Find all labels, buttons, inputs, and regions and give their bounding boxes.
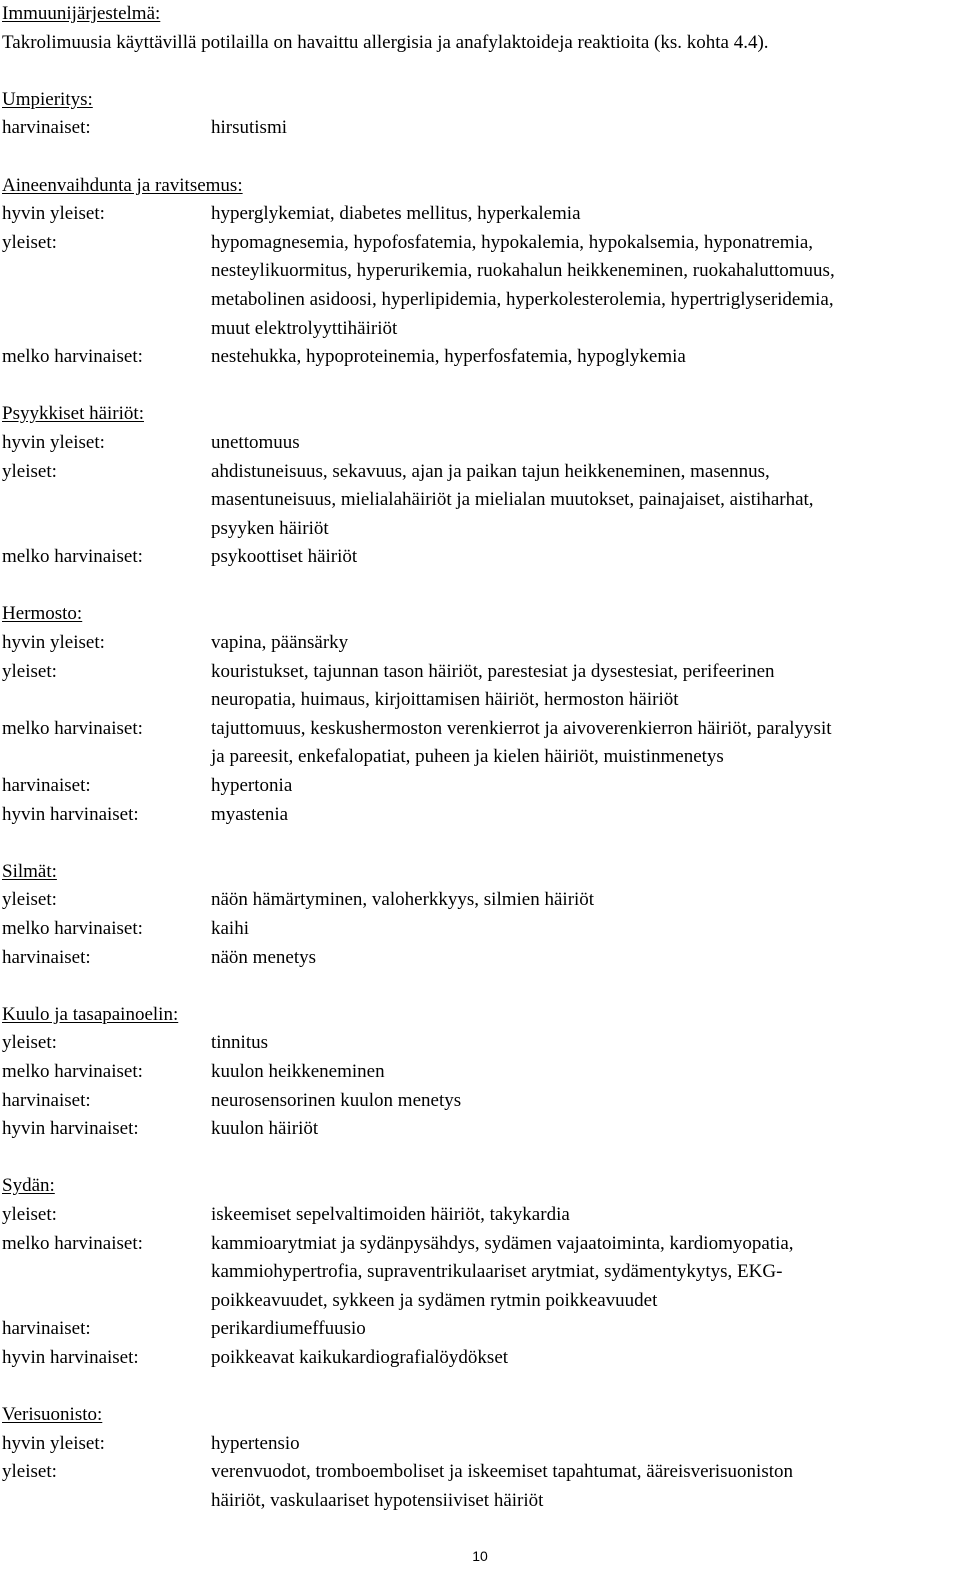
frequency-label: yleiset: bbox=[2, 231, 57, 253]
adverse-effect-terms bbox=[211, 458, 958, 544]
frequency-label: harvinaiset: bbox=[2, 775, 91, 797]
term-line: hypertensio bbox=[211, 1432, 300, 1454]
immune-system-text: Takrolimuusia käyttävillä potilailla on havaittu allergisia ja anafylaktoideja reaktioita (ks. kohta 4.4). bbox=[2, 31, 769, 53]
adverse-effect-terms bbox=[211, 944, 958, 973]
adverse-effect-terms bbox=[211, 200, 958, 229]
frequency-label: melko harvinaiset: bbox=[2, 1232, 143, 1254]
frequency-row bbox=[2, 886, 958, 915]
frequency-label: hyvin yleiset: bbox=[2, 203, 105, 225]
frequency-label: harvinaiset: bbox=[2, 1089, 91, 1111]
term-line: kouristukset, tajunnan tason häiriöt, parestesiat ja dysestesiat, perifeerinen bbox=[211, 660, 775, 682]
adverse-effect-terms bbox=[211, 1115, 958, 1144]
section-heading: Silmät: bbox=[2, 860, 57, 882]
adverse-effect-terms bbox=[211, 1087, 958, 1116]
section-heading: Kuulo ja tasapainoelin: bbox=[2, 1003, 179, 1025]
frequency-row bbox=[2, 200, 958, 229]
term-line: poikkeavuudet, sykkeen ja sydämen rytmin poikkeavuudet bbox=[211, 1289, 658, 1311]
term-line: häiriöt, vaskulaariset hypotensiiviset häiriöt bbox=[211, 1489, 544, 1511]
frequency-row bbox=[2, 629, 958, 658]
frequency-label: yleiset: bbox=[2, 889, 57, 911]
term-line: muut elektrolyyttihäiriöt bbox=[211, 317, 398, 339]
term-line: hypomagnesemia, hypofosfatemia, hypokalemia, hypokalsemia, hyponatremia, bbox=[211, 231, 814, 253]
frequency-label: hyvin harvinaiset: bbox=[2, 803, 139, 825]
term-line: myastenia bbox=[211, 803, 289, 825]
adverse-effect-terms bbox=[211, 772, 958, 801]
adverse-effect-terms bbox=[211, 1201, 958, 1230]
frequency-row bbox=[2, 772, 958, 801]
frequency-label: harvinaiset: bbox=[2, 946, 91, 968]
frequency-row bbox=[2, 1029, 958, 1058]
frequency-label: melko harvinaiset: bbox=[2, 1060, 143, 1082]
adverse-effect-terms bbox=[211, 1430, 958, 1459]
frequency-label: hyvin yleiset: bbox=[2, 1432, 105, 1454]
section-spacer bbox=[2, 143, 958, 172]
term-line: vapina, päänsärky bbox=[211, 632, 349, 654]
section-block bbox=[2, 858, 958, 972]
adverse-effect-terms bbox=[211, 1315, 958, 1344]
frequency-row bbox=[2, 114, 958, 143]
frequency-label: harvinaiset: bbox=[2, 117, 91, 139]
section-block bbox=[2, 1401, 958, 1515]
term-line: perikardiumeffuusio bbox=[211, 1318, 366, 1340]
frequency-label: harvinaiset: bbox=[2, 1318, 91, 1340]
term-line: neurosensorinen kuulon menetys bbox=[211, 1089, 462, 1111]
frequency-row bbox=[2, 1430, 958, 1459]
adverse-effect-terms bbox=[211, 915, 958, 944]
adverse-effect-terms bbox=[211, 429, 958, 458]
term-line: tajuttomuus, keskushermoston verenkierrot ja aivoverenkierron häiriöt, paralyysit bbox=[211, 717, 832, 739]
term-line: unettomuus bbox=[211, 431, 300, 453]
adverse-effect-terms bbox=[211, 629, 958, 658]
frequency-label: melko harvinaiset: bbox=[2, 346, 143, 368]
section-heading: Aineenvaihdunta ja ravitsemus: bbox=[2, 174, 243, 196]
frequency-row bbox=[2, 343, 958, 372]
section-heading: Hermosto: bbox=[2, 603, 83, 625]
adverse-effect-terms bbox=[211, 343, 958, 372]
frequency-row bbox=[2, 1344, 958, 1373]
frequency-label: melko harvinaiset: bbox=[2, 546, 143, 568]
frequency-label: yleiset: bbox=[2, 460, 57, 482]
frequency-label: hyvin harvinaiset: bbox=[2, 1118, 139, 1140]
adverse-effect-terms bbox=[211, 1458, 958, 1515]
section-block bbox=[2, 1001, 958, 1144]
section-spacer bbox=[2, 372, 958, 401]
section-heading: Umpieritys: bbox=[2, 88, 93, 110]
term-line: psykoottiset häiriöt bbox=[211, 546, 358, 568]
document-page bbox=[2, 0, 958, 1515]
term-line: nestehukka, hypoproteinemia, hyperfosfatemia, hypoglykemia bbox=[211, 346, 686, 368]
frequency-row bbox=[2, 1115, 958, 1144]
adverse-effect-terms bbox=[211, 1230, 958, 1316]
frequency-row bbox=[2, 1458, 958, 1515]
frequency-row bbox=[2, 1230, 958, 1316]
frequency-label: hyvin harvinaiset: bbox=[2, 1346, 139, 1368]
frequency-row bbox=[2, 458, 958, 544]
term-line: metabolinen asidoosi, hyperlipidemia, hyperkolesterolemia, hypertriglyseridemia, bbox=[211, 288, 834, 310]
term-line: kammioarytmiat ja sydänpysähdys, sydämen vajaatoiminta, kardiomyopatia, bbox=[211, 1232, 794, 1254]
section-block bbox=[2, 172, 958, 372]
frequency-row bbox=[2, 915, 958, 944]
section-block bbox=[2, 400, 958, 572]
section-heading: Verisuonisto: bbox=[2, 1404, 103, 1426]
adverse-effect-terms bbox=[211, 229, 958, 343]
frequency-row bbox=[2, 801, 958, 830]
term-line: neuropatia, huimaus, kirjoittamisen häiriöt, hermoston häiriöt bbox=[211, 689, 679, 711]
term-line: ja pareesit, enkefalopatiat, puheen ja kielen häiriöt, muistinmenetys bbox=[211, 746, 724, 768]
adverse-effect-terms bbox=[211, 1029, 958, 1058]
term-line: hyperglykemiat, diabetes mellitus, hyperkalemia bbox=[211, 203, 581, 225]
section-heading-immune-system: Immuunijärjestelmä: bbox=[2, 3, 161, 24]
term-line: nesteylikuormitus, hyperurikemia, ruokahalun heikkeneminen, ruokahaluttomuus, bbox=[211, 260, 835, 282]
frequency-label: yleiset: bbox=[2, 1203, 57, 1225]
term-line: tinnitus bbox=[211, 1032, 269, 1054]
frequency-label: yleiset: bbox=[2, 660, 57, 682]
frequency-row bbox=[2, 1087, 958, 1116]
frequency-label: yleiset: bbox=[2, 1461, 57, 1483]
section-spacer bbox=[2, 1373, 958, 1402]
term-line: kuulon häiriöt bbox=[211, 1118, 319, 1140]
page-number: 10 bbox=[472, 1548, 488, 1564]
section-spacer bbox=[2, 572, 958, 601]
frequency-row bbox=[2, 543, 958, 572]
frequency-row bbox=[2, 1201, 958, 1230]
term-line: psyyken häiriöt bbox=[211, 517, 329, 539]
term-line: kuulon heikkeneminen bbox=[211, 1060, 385, 1082]
adverse-effect-terms bbox=[211, 886, 958, 915]
frequency-row bbox=[2, 944, 958, 973]
term-line: iskeemiset sepelvaltimoiden häiriöt, takykardia bbox=[211, 1203, 570, 1225]
frequency-label: hyvin yleiset: bbox=[2, 431, 105, 453]
frequency-row bbox=[2, 715, 958, 772]
frequency-row bbox=[2, 429, 958, 458]
term-line: verenvuodot, tromboemboliset ja iskeemiset tapahtumat, ääreisverisuoniston bbox=[211, 1461, 793, 1483]
term-line: näön menetys bbox=[211, 946, 317, 968]
term-line: poikkeavat kaikukardiografialöydökset bbox=[211, 1346, 509, 1368]
frequency-label: melko harvinaiset: bbox=[2, 918, 143, 939]
frequency-label: yleiset: bbox=[2, 1032, 57, 1054]
section-spacer bbox=[2, 972, 958, 1001]
section-block bbox=[2, 1172, 958, 1372]
adverse-effect-terms bbox=[211, 801, 958, 830]
adverse-effect-terms bbox=[211, 1344, 958, 1373]
term-line: hypertonia bbox=[211, 775, 293, 797]
section-spacer bbox=[2, 1144, 958, 1173]
frequency-label: hyvin yleiset: bbox=[2, 632, 105, 654]
term-line: kaihi bbox=[211, 918, 249, 939]
frequency-row bbox=[2, 1058, 958, 1087]
section-block bbox=[2, 86, 958, 143]
term-line: kammiohypertrofia, supraventrikulaariset arytmiat, sydämentykytys, EKG- bbox=[211, 1261, 783, 1283]
frequency-row bbox=[2, 229, 958, 343]
section-block bbox=[2, 600, 958, 829]
adverse-effect-terms bbox=[211, 715, 958, 772]
section-spacer bbox=[2, 57, 958, 86]
adverse-effect-terms bbox=[211, 1058, 958, 1087]
term-line: masentuneisuus, mielialahäiriöt ja mielialan muutokset, painajaiset, aistiharhat, bbox=[211, 489, 814, 511]
term-line: hirsutismi bbox=[211, 117, 288, 139]
frequency-label: melko harvinaiset: bbox=[2, 717, 143, 739]
adverse-effect-terms bbox=[211, 114, 958, 143]
adverse-effects-sections bbox=[2, 57, 958, 1515]
term-line: ahdistuneisuus, sekavuus, ajan ja paikan tajun heikkeneminen, masennus, bbox=[211, 460, 770, 482]
term-line: näön hämärtyminen, valoherkkyys, silmien häiriöt bbox=[211, 889, 595, 911]
section-heading: Psyykkiset häiriöt: bbox=[2, 403, 144, 425]
section-heading: Sydän: bbox=[2, 1175, 55, 1197]
adverse-effect-terms bbox=[211, 658, 958, 715]
frequency-row bbox=[2, 658, 958, 715]
frequency-row bbox=[2, 1315, 958, 1344]
section-spacer bbox=[2, 829, 958, 858]
adverse-effect-terms bbox=[211, 543, 958, 572]
